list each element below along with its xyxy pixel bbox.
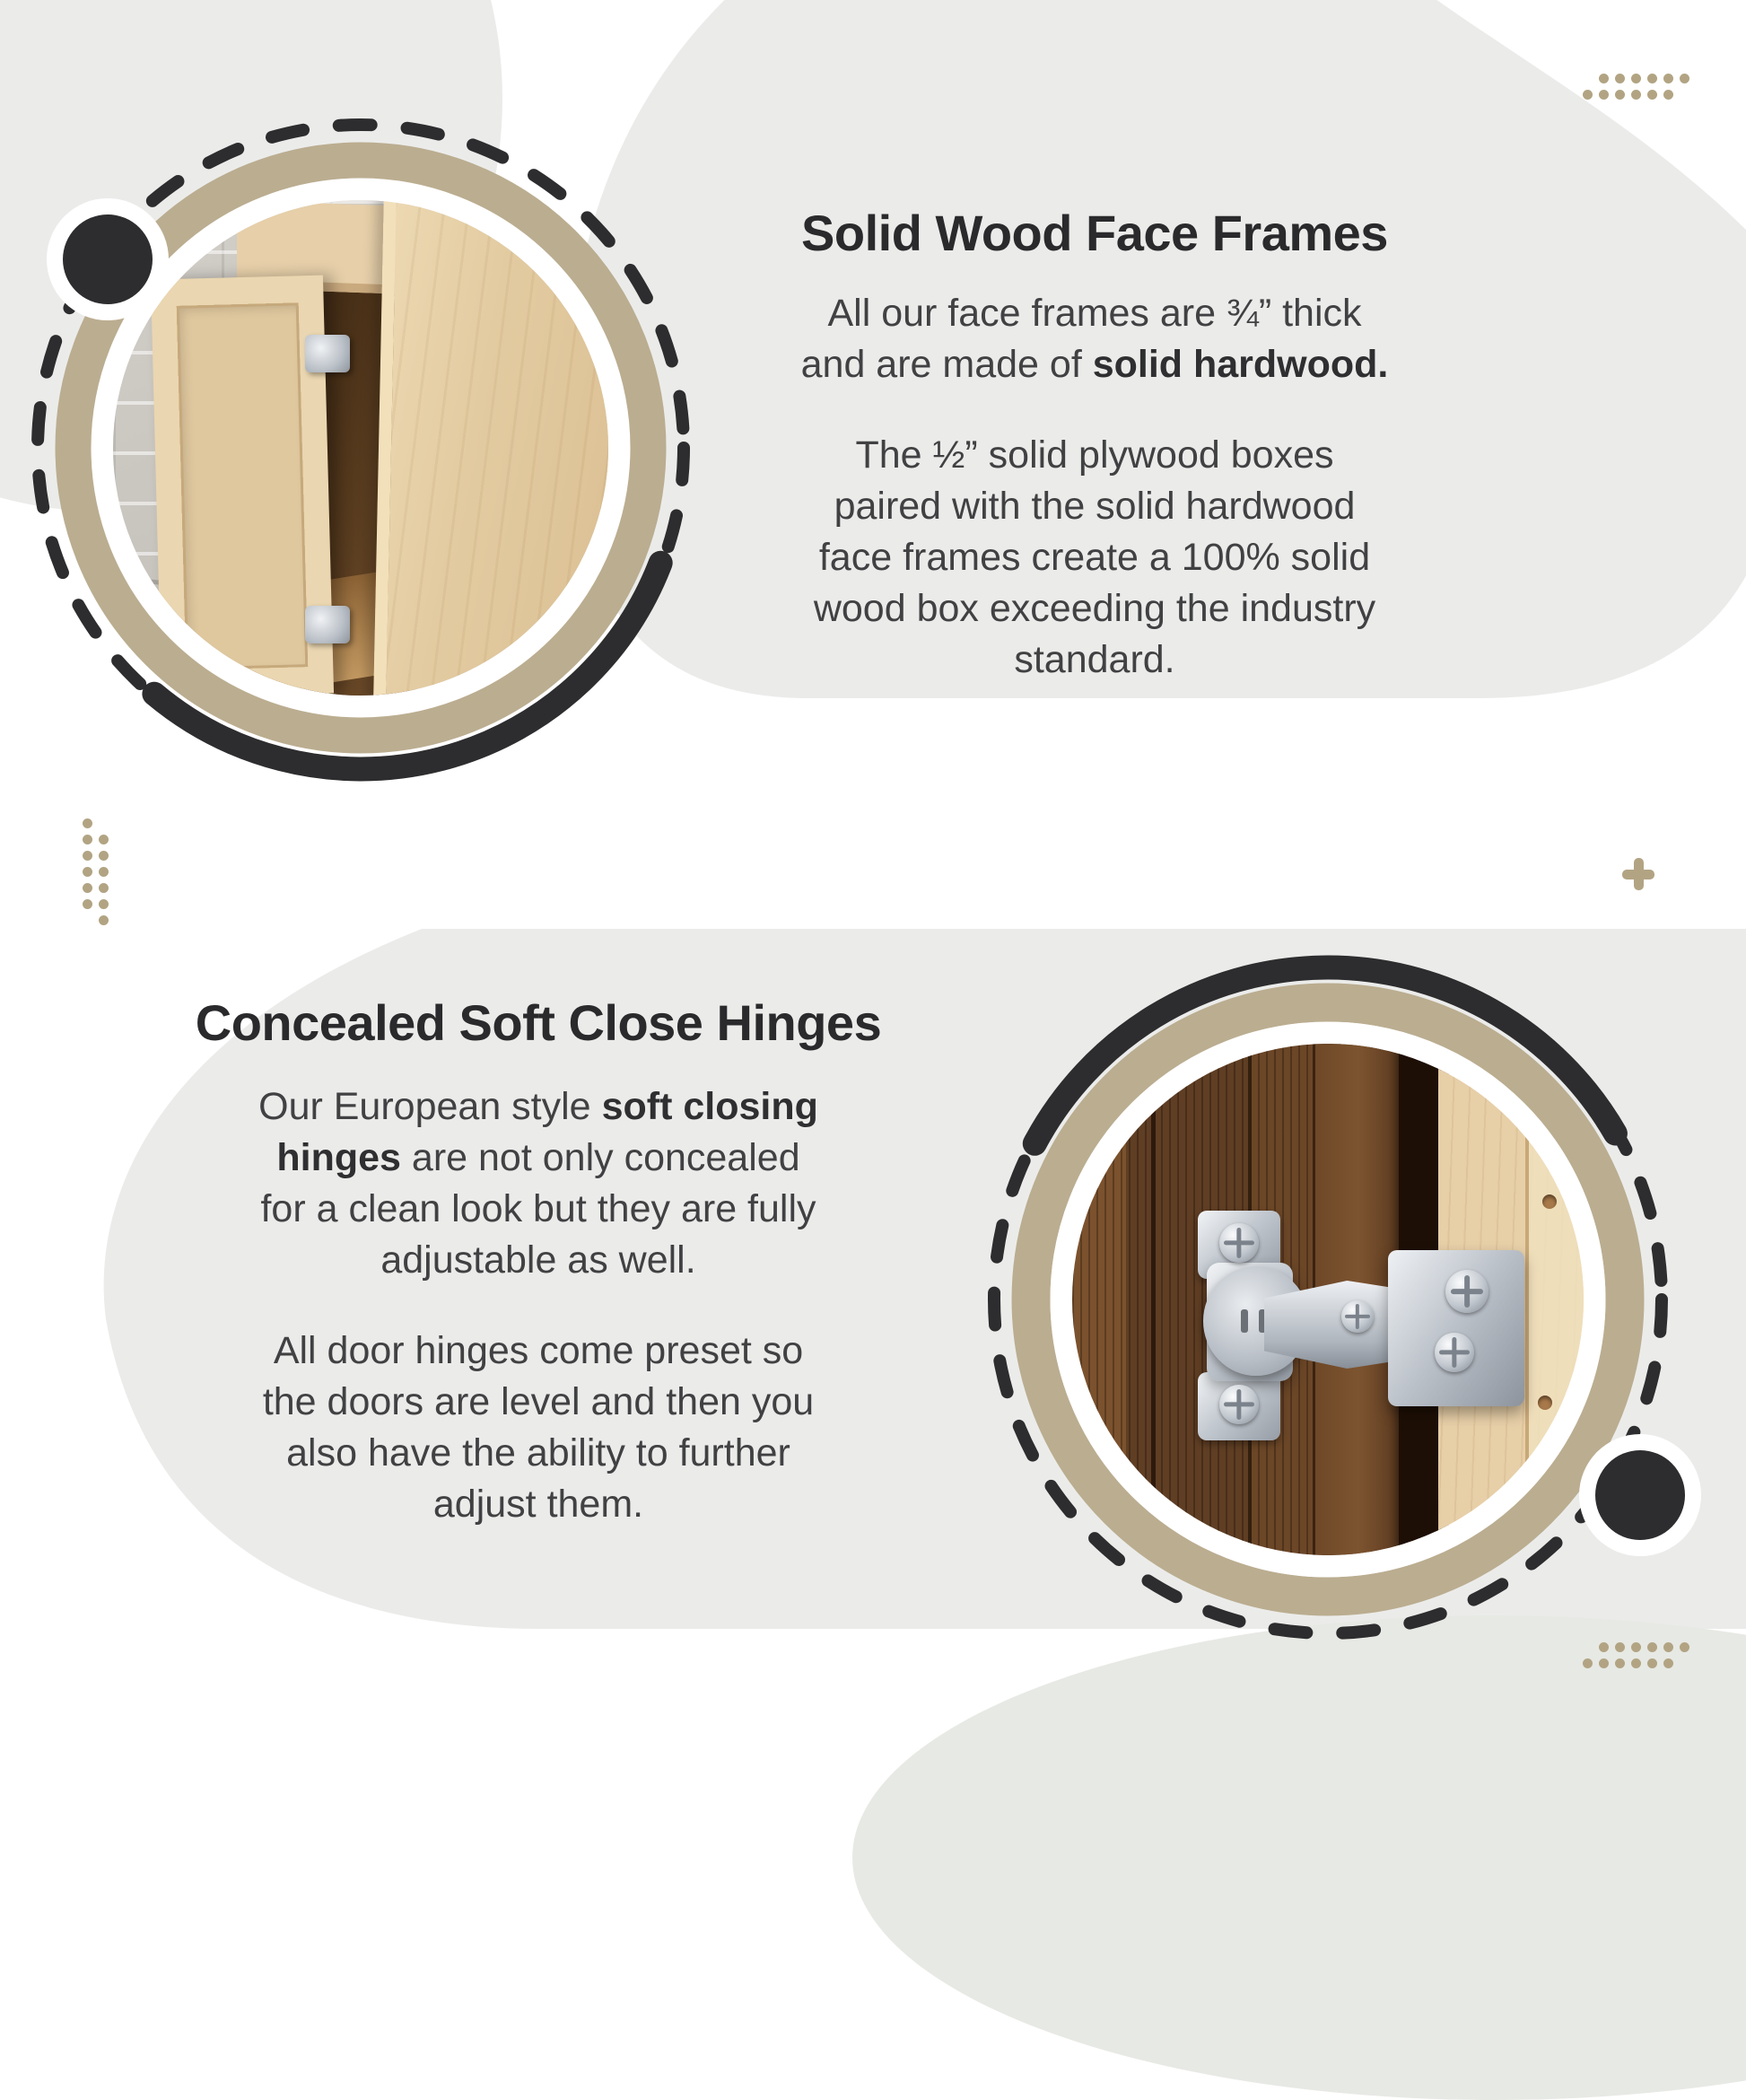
dot-grid-top-right-icon (1583, 74, 1673, 100)
feature-circle-hinges (978, 949, 1678, 1649)
photo-birch-cabinet (113, 200, 608, 696)
text-segment: and are made of (800, 343, 1093, 386)
section-hinges (103, 992, 973, 1530)
text-segment: standard. (1014, 638, 1175, 681)
text-segment: paired with the solid hardwood (834, 485, 1356, 528)
screw-icon (1435, 1333, 1474, 1372)
dot-grid-left-icon (83, 818, 109, 909)
text-segment: wood box exceeding the industry (813, 587, 1376, 630)
text-segment: face frames create a 100% solid (818, 536, 1371, 579)
paragraph (103, 1081, 973, 1286)
accent-dot-top-left (47, 198, 169, 320)
hinge-small-top (305, 335, 350, 372)
paragraph (103, 1326, 973, 1530)
hinge-small-bottom (305, 606, 350, 643)
text-segment: solid hardwood. (1092, 343, 1389, 386)
plus-icon (1622, 858, 1654, 890)
text-segment: Our European style (258, 1085, 602, 1128)
text-segment: for a clean look but they are fully (260, 1187, 816, 1230)
paragraph (574, 288, 1615, 390)
screw-icon (1341, 1300, 1374, 1333)
text-segment: hinges (276, 1136, 401, 1179)
screw-icon (1445, 1270, 1488, 1313)
text-segment: are not only concealed (400, 1136, 800, 1179)
text-segment: soft closing (601, 1085, 818, 1128)
text-segment: The ½” solid plywood boxes (855, 433, 1334, 477)
section-face-frames (574, 202, 1615, 686)
accent-dot-bottom-right (1579, 1434, 1701, 1556)
text-segment: adjustable as well. (380, 1238, 696, 1282)
dot-grid-bottom-right-icon (1583, 1642, 1673, 1668)
screw-icon (1219, 1385, 1259, 1424)
heading-face-frames: Solid Wood Face Frames (801, 205, 1388, 261)
plank-gap (1151, 1044, 1156, 1555)
screw-icon (1219, 1223, 1259, 1263)
text-segment: adjust them. (432, 1483, 644, 1526)
text-segment: All door hinges come preset so (273, 1329, 804, 1372)
heading-hinges: Concealed Soft Close Hinges (195, 994, 882, 1051)
cabinet-side-panel (373, 200, 608, 696)
shelf-pin-hole (1538, 1396, 1552, 1410)
shelf-pin-hole (1542, 1194, 1557, 1209)
photo-soft-close-hinge (1072, 1044, 1584, 1555)
frame-inner-panel (1529, 1044, 1584, 1555)
text-segment: the doors are level and then you (262, 1380, 815, 1423)
door-panel (177, 302, 309, 669)
paragraph (574, 430, 1615, 686)
text-segment: also have the ability to further (286, 1431, 790, 1474)
text-segment: All our face frames are ¾” thick (827, 292, 1362, 335)
